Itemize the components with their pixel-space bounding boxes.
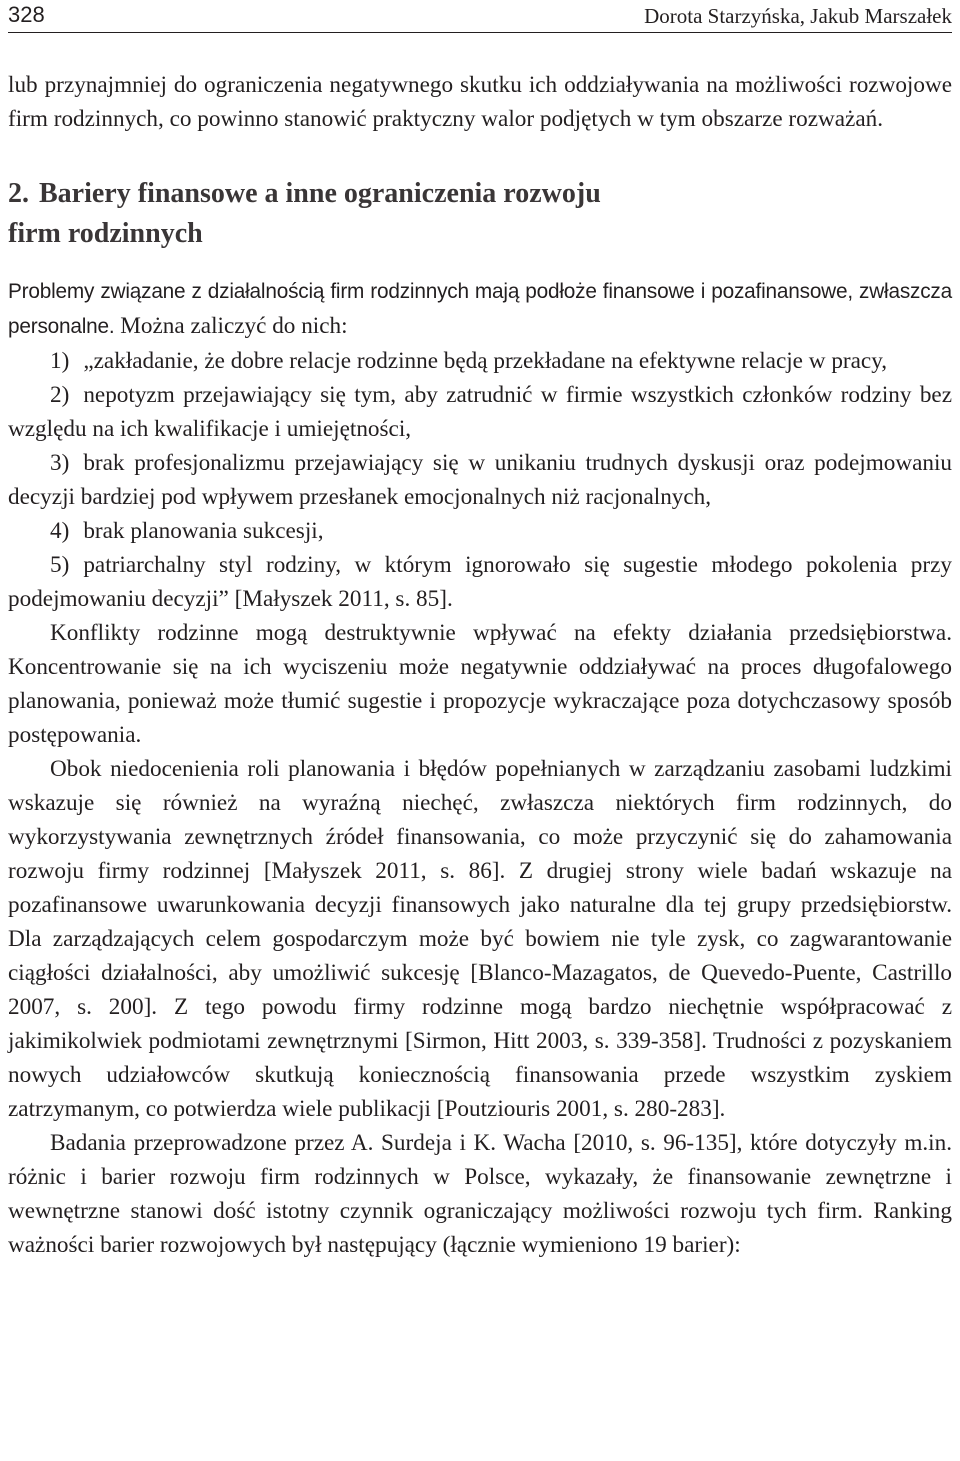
barrier-list [8, 344, 952, 616]
list-item-text: patriarchalny styl rodziny, w którym ignorowało się sugestie młodego pokolenia przy podejmowaniu decyzji” [Małyszek 2011, s. 85]. [8, 552, 952, 612]
list-item [8, 514, 952, 548]
list-item-number: 1) [50, 348, 70, 374]
body-paragraph-financing: Obok niedocenienia roli planowania i błędów popełnianych w zarządzaniu zasobami ludzkimi wskazuje się również na wyraźną niechęć, zwłaszcza niektórych firm rodzinnych, do wykorzystywania zewnętrznych źródeł finansowania, co może przyczynić się do zahamowania rozwoju firmy rodzinnej [Małyszek 2011, s. 86]. Z drugiej strony wiele badań wskazuje na pozafinansowe uwarunkowania decyzji finansowych jako naturalne dla tej grupy przedsiębiorstw. Dla zarządzających celem gospodarczym może być bowiem nie tyle zysk, co zagwarantowanie ciągłości działalności, aby umożliwić sukcesję [Blanco-Mazagatos, de Quevedo-Puente, Castrillo 2007, s. 200]. Z tego powodu firmy rodzinne mogą bardzo niechętnie współpracować z jakimikolwiek podmiotami zewnętrznymi [Sirmon, Hitt 2003, s. 339-358]. Trudności z pozyskaniem nowych udziałowców skutkują koniecznością finansowania przede wszystkim zyskiem zatrzymanym, co potwierdza wiele publikacji [Poutziouris 2001, s. 280-283]. [8, 756, 952, 1122]
page-body [8, 68, 952, 1262]
section-number: 2. [8, 178, 29, 209]
list-item [8, 548, 952, 616]
list-item-text: nepotyzm przejawiający się tym, aby zatrudnić w firmie wszystkich członków rodziny bez względu na ich kwalifikacje i umiejętności, [8, 382, 952, 442]
page-number: 328 [8, 2, 45, 27]
running-head-authors: Dorota Starzyńska, Jakub Marszałek [644, 4, 952, 28]
list-intro-sans-text: Problemy związane z działalnością firm rodzinnych mają podłoże finansowe i pozafinansowe, zwłaszcza personalne. [8, 280, 952, 338]
body-paragraph-conflicts: Konflikty rodzinne mogą destruktywnie wpływać na efekty działania przedsiębiorstwa. Koncentrowanie się na ich wyciszeniu może negatywnie oddziaływać na proces długofalowego planowania, ponieważ może tłumić sugestie i propozycje wykraczające poza dotychczasowy sposób postępowania. [8, 620, 952, 748]
section-heading [8, 174, 952, 254]
list-item [8, 344, 952, 378]
list-item [8, 378, 952, 446]
list-item-text: brak profesjonalizmu przejawiający się w unikaniu trudnych dyskusji oraz podejmowaniu decyzji bardziej pod wpływem przesłanek emocjonalnych niż racjonalnych, [8, 450, 952, 510]
page-header [8, 0, 952, 33]
list-intro-serif-text: Można zaliczyć do nich: [120, 313, 348, 339]
list-item-number: 3) [50, 450, 70, 476]
list-item-text: brak planowania sukcesji, [83, 518, 324, 544]
list-item-number: 5) [50, 552, 70, 578]
list-item-number: 4) [50, 518, 70, 544]
list-intro-paragraph [8, 274, 952, 344]
list-item-text: „zakładanie, że dobre relacje rodzinne będą przekładane na efektywne relacje w pracy, [83, 348, 888, 374]
list-item-number: 2) [50, 382, 70, 408]
section-title-line1: Bariery finansowe a inne ograniczenia rozwoju [39, 178, 601, 209]
intro-paragraph: lub przynajmniej do ograniczenia negatywnego skutku ich oddziaływania na możliwości rozwojowe firm rodzinnych, co powinno stanowić praktyczny walor podjętych w tym obszarze rozważań. [8, 72, 952, 132]
body-paragraph-research: Badania przeprowadzone przez A. Surdeja i K. Wacha [2010, s. 96-135], które dotyczyły m.in. różnic i barier rozwoju firm rodzinnych w Polsce, wykazały, że finansowanie zewnętrzne i wewnętrzne stanowi dość istotny czynnik ograniczający możliwości rozwoju tych firm. Ranking ważności barier rozwojowych był następujący (łącznie wymieniono 19 barier): [8, 1130, 952, 1258]
section-title-line2: firm rodzinnych [8, 218, 203, 249]
list-item [8, 446, 952, 514]
